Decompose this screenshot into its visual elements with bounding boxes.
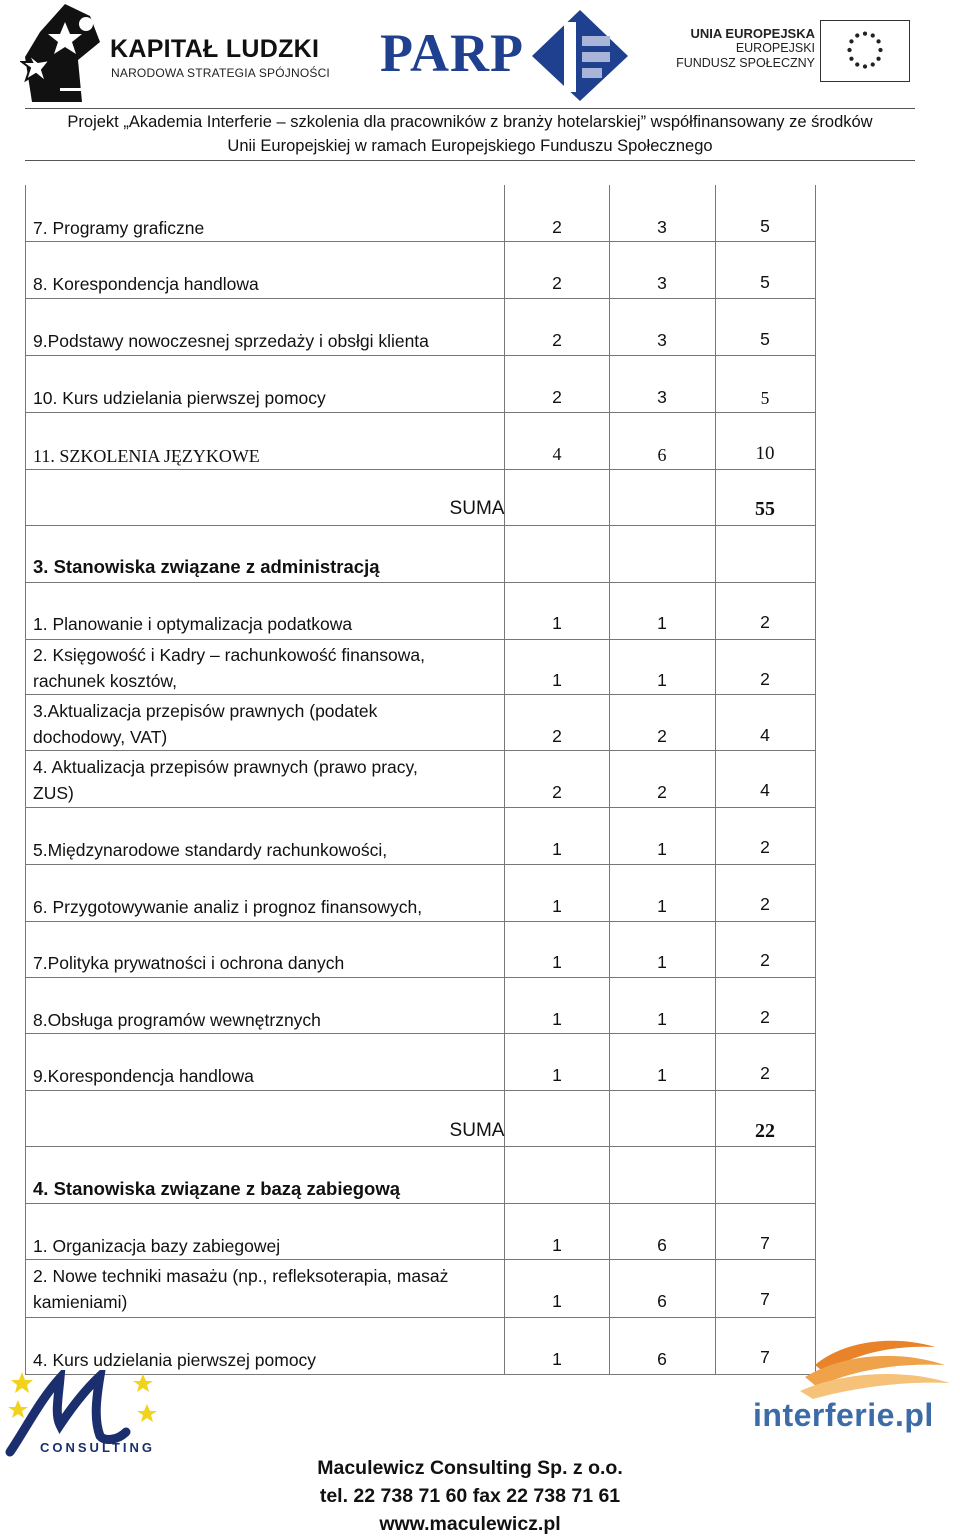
sum-label: SUMA <box>449 1120 505 1141</box>
row-value-1: 1 <box>552 1349 562 1369</box>
row-total: 2 <box>760 894 770 914</box>
table-row <box>25 299 816 356</box>
row-value-2: 6 <box>657 445 667 465</box>
row-course-name-line-2: ZUS) <box>33 783 74 803</box>
table-row-sum <box>25 1091 816 1147</box>
row-value-2: 3 <box>657 330 667 350</box>
project-description-line-2: Unii Europejskiej w ramach Europejskiego Funduszu Społecznego <box>227 137 713 155</box>
eu-line-2: EUROPEJSKI <box>735 41 815 55</box>
row-value-1: 1 <box>552 1235 562 1255</box>
table-row <box>25 808 816 865</box>
kapital-ludzki-subtitle: NARODOWA STRATEGIA SPÓJNOŚCI <box>111 66 330 80</box>
table-row-section <box>25 1147 816 1204</box>
row-total: 2 <box>760 669 770 689</box>
interferie-logo <box>745 1335 950 1440</box>
row-value-1: 1 <box>552 896 562 916</box>
eu-logo <box>676 20 920 90</box>
table-row <box>25 583 816 640</box>
row-value-1: 1 <box>552 1291 562 1311</box>
sum-total: 22 <box>755 1120 775 1142</box>
sum-label: SUMA <box>449 498 505 519</box>
footer-contact-phone: tel. 22 738 71 60 fax 22 738 71 61 <box>319 1485 621 1507</box>
table-row <box>25 978 816 1034</box>
parp-diamond-icon <box>530 8 630 103</box>
row-value-2: 1 <box>657 670 667 690</box>
row-course-name: 9.Podstawy nowoczesnej sprzedaży i obsłgi klienta <box>33 331 429 351</box>
row-course-name-line-2: rachunek kosztów, <box>33 671 177 691</box>
table-row <box>25 640 816 695</box>
row-total: 5 <box>760 388 770 408</box>
row-total: 4 <box>760 780 770 800</box>
row-course-name: 1. Organizacja bazy zabiegowej <box>33 1236 281 1256</box>
row-value-2: 3 <box>657 387 667 407</box>
parp-logo <box>380 8 635 103</box>
row-course-name: 4. Aktualizacja przepisów prawnych (prawo pracy, <box>33 757 418 777</box>
row-value-1: 4 <box>552 444 562 464</box>
footer-website: www.maculewicz.pl <box>379 1513 561 1535</box>
row-value-1: 2 <box>552 387 562 407</box>
row-value-2: 6 <box>657 1291 667 1311</box>
sum-total: 55 <box>755 498 775 520</box>
header-divider-top <box>25 108 915 109</box>
row-value-1: 2 <box>552 273 562 293</box>
table-row-section <box>25 526 816 583</box>
table-row <box>25 242 816 299</box>
row-course-name: 10. Kurs udzielania pierwszej pomocy <box>33 388 326 408</box>
parp-wordmark: PARP <box>380 23 524 83</box>
table-row <box>25 865 816 922</box>
table-row <box>25 185 816 242</box>
row-value-2: 2 <box>657 726 667 746</box>
row-value-1: 1 <box>552 839 562 859</box>
row-value-1: 1 <box>552 1009 562 1029</box>
row-value-1: 2 <box>552 782 562 802</box>
row-course-name: 7.Polityka prywatności i ochrona danych <box>33 953 345 973</box>
row-total: 5 <box>760 329 770 349</box>
row-course-name: 2. Księgowość i Kadry – rachunkowość finansowa, <box>33 645 426 665</box>
row-course-name: 5.Międzynarodowe standardy rachunkowości, <box>33 840 388 860</box>
row-value-1: 1 <box>552 613 562 633</box>
table-row <box>25 413 816 470</box>
eu-text <box>676 26 815 71</box>
row-value-2: 3 <box>657 273 667 293</box>
footer-company-name: Maculewicz Consulting Sp. z o.o. <box>317 1457 623 1479</box>
row-total: 5 <box>760 272 770 292</box>
row-value-1: 2 <box>552 217 562 237</box>
row-value-2: 1 <box>657 896 667 916</box>
row-value-2: 6 <box>657 1349 667 1369</box>
row-value-2: 3 <box>657 217 667 237</box>
mc-brand-text: CONSULTING <box>40 1440 155 1455</box>
table-row <box>25 922 816 978</box>
row-value-1: 2 <box>552 330 562 350</box>
section-heading: 3. Stanowiska związane z administracją <box>33 556 380 577</box>
row-value-2: 1 <box>657 839 667 859</box>
eu-line-1: UNIA EUROPEJSKA <box>690 26 815 41</box>
row-total: 2 <box>760 1007 770 1027</box>
row-course-name: 8. Korespondencja handlowa <box>33 274 259 294</box>
row-total: 2 <box>760 950 770 970</box>
row-value-2: 1 <box>657 952 667 972</box>
table-row <box>25 356 816 413</box>
kapital-ludzki-title: KAPITAŁ LUDZKI <box>110 35 320 63</box>
row-total: 7 <box>760 1289 770 1309</box>
row-total: 2 <box>760 612 770 632</box>
interferie-waves-icon <box>745 1335 950 1400</box>
maculewicz-consulting-logo <box>0 1370 160 1460</box>
row-value-2: 2 <box>657 782 667 802</box>
eu-flag-icon <box>820 20 910 82</box>
row-course-name: 2. Nowe techniki masażu (np., refleksoterapia, masaż <box>33 1266 449 1286</box>
project-description-line-1: Projekt „Akademia Interferie – szkolenia dla pracowników z branży hotelarskiej” współfinansowany ze środków <box>67 113 873 131</box>
table-row <box>25 1260 816 1318</box>
row-course-name: 4. Kurs udzielania pierwszej pomocy <box>33 1350 317 1370</box>
table-row <box>25 1318 816 1375</box>
row-course-name: 7. Programy graficzne <box>33 218 205 238</box>
row-course-name: 6. Przygotowywanie analiz i prognoz finansowych, <box>33 897 423 917</box>
row-course-name: 3.Aktualizacja przepisów prawnych (podatek <box>33 701 378 721</box>
header-divider-bottom <box>25 160 915 161</box>
row-total: 7 <box>760 1347 770 1367</box>
row-course-name: 9.Korespondencja handlowa <box>33 1066 254 1086</box>
row-value-1: 1 <box>552 670 562 690</box>
row-total: 2 <box>760 1063 770 1083</box>
row-total: 4 <box>760 725 770 745</box>
table-row-sum <box>25 470 816 526</box>
kapital-ludzki-logo <box>20 2 330 102</box>
table-row <box>25 1204 816 1260</box>
eu-line-3: FUNDUSZ SPOŁECZNY <box>676 56 815 70</box>
table-row <box>25 751 816 808</box>
table-row <box>25 695 816 751</box>
row-value-2: 1 <box>657 1065 667 1085</box>
kapital-ludzki-emblem-icon <box>20 2 110 102</box>
row-value-1: 1 <box>552 952 562 972</box>
row-course-name-line-2: dochodowy, VAT) <box>33 727 168 747</box>
row-course-name: 11. SZKOLENIA JĘZYKOWE <box>33 446 260 466</box>
row-total: 2 <box>760 837 770 857</box>
page-header <box>0 0 960 165</box>
row-value-1: 2 <box>552 726 562 746</box>
row-total: 10 <box>755 443 775 464</box>
table-row <box>25 1034 816 1091</box>
row-value-2: 1 <box>657 613 667 633</box>
row-value-2: 6 <box>657 1235 667 1255</box>
section-heading: 4. Stanowiska związane z bazą zabiegową <box>33 1178 401 1199</box>
row-course-name-line-2: kamieniami) <box>33 1292 128 1312</box>
row-value-1: 1 <box>552 1065 562 1085</box>
row-course-name: 1. Planowanie i optymalizacja podatkowa <box>33 614 353 634</box>
row-total: 7 <box>760 1233 770 1253</box>
interferie-wordmark: interferie.pl <box>753 1397 934 1433</box>
row-course-name: 8.Obsługa programów wewnętrznych <box>33 1010 321 1030</box>
row-total: 5 <box>760 216 770 236</box>
row-value-2: 1 <box>657 1009 667 1029</box>
